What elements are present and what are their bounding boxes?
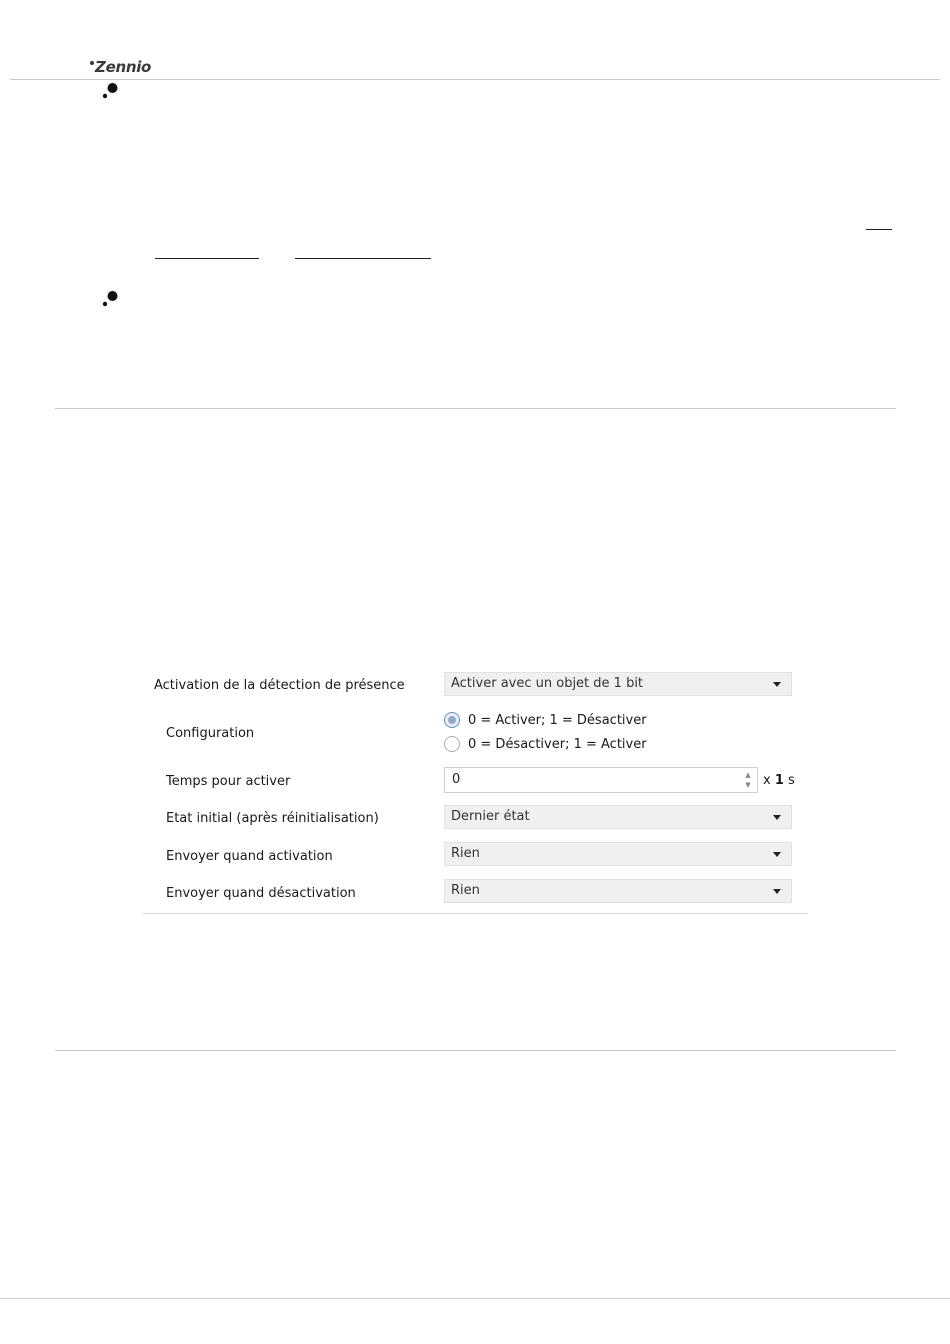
configuration-option-1[interactable]	[444, 710, 647, 730]
send-on-activation-select[interactable]	[444, 842, 792, 866]
activation-select[interactable]	[444, 672, 792, 696]
underline-mark	[295, 258, 431, 259]
bullet-icon	[101, 290, 119, 308]
bullet-icon	[101, 82, 119, 100]
spin-up-icon[interactable]: ▲	[745, 771, 751, 779]
send-on-activation-select-value: Rien	[451, 846, 480, 861]
time-label: Temps pour activer	[166, 774, 291, 789]
time-input-value: 0	[452, 772, 461, 787]
initial-state-select[interactable]	[444, 805, 792, 829]
initial-state-select-value: Dernier état	[451, 809, 530, 824]
zennio-logo	[90, 58, 151, 76]
send-on-deactivation-select-value: Rien	[451, 883, 480, 898]
radio-unselected-icon[interactable]	[444, 736, 460, 752]
radio-selected-icon[interactable]	[444, 712, 460, 728]
parameters-panel	[143, 665, 808, 914]
underline-mark	[155, 258, 259, 259]
configuration-option-2-label: 0 = Désactiver; 1 = Activer	[468, 736, 647, 752]
logo-text: Zennio	[95, 58, 152, 76]
chevron-down-icon	[773, 815, 781, 820]
initial-state-label: Etat initial (après réinitialisation)	[166, 811, 379, 826]
activation-label: Activation de la détection de présence	[154, 678, 405, 693]
configuration-option-1-label: 0 = Activer; 1 = Désactiver	[468, 712, 647, 728]
send-on-deactivation-select[interactable]	[444, 879, 792, 903]
time-unit	[763, 773, 795, 788]
section-divider	[55, 408, 896, 409]
spin-down-icon[interactable]: ▼	[745, 781, 751, 789]
time-unit-prefix: x	[763, 773, 771, 788]
footer-divider	[0, 1298, 950, 1299]
time-unit-value: 1	[774, 773, 784, 788]
time-unit-suffix: s	[788, 773, 795, 788]
time-input[interactable]	[444, 767, 758, 793]
header-divider	[10, 79, 940, 80]
chevron-down-icon	[773, 889, 781, 894]
chevron-down-icon	[773, 682, 781, 687]
configuration-label: Configuration	[166, 726, 255, 741]
send-on-deactivation-label: Envoyer quand désactivation	[166, 886, 356, 901]
logo-dot-icon	[90, 61, 94, 65]
send-on-activation-label: Envoyer quand activation	[166, 849, 333, 864]
underline-mark	[866, 229, 892, 230]
configuration-option-2[interactable]	[444, 734, 647, 754]
chevron-down-icon	[773, 852, 781, 857]
section-divider	[55, 1050, 896, 1051]
activation-select-value: Activer avec un objet de 1 bit	[451, 676, 644, 691]
